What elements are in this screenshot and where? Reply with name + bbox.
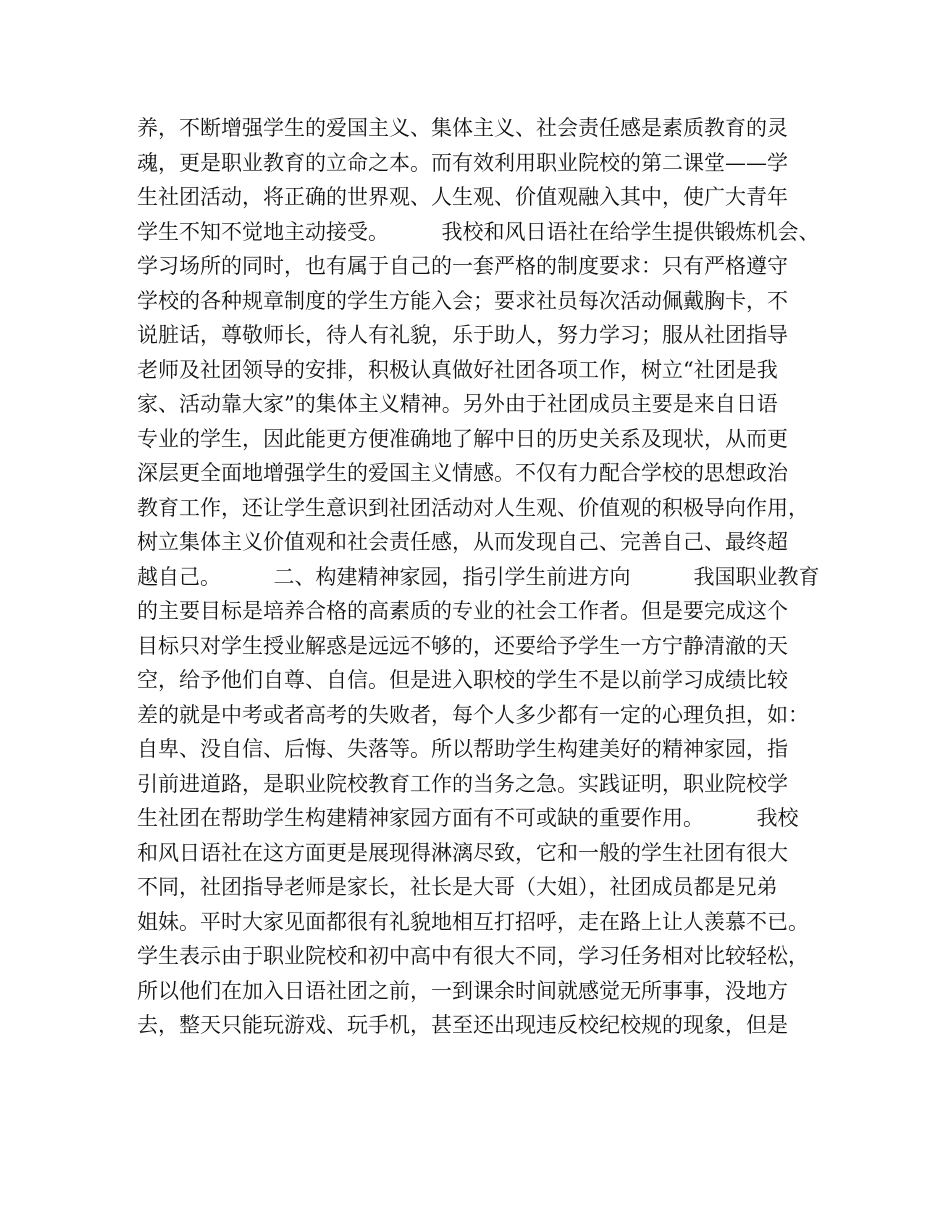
text-line: 家、活动靠大家”的集体主义精神。另外由于社团成员主要是来自日语 — [137, 392, 778, 416]
text-line: 学生不知不觉地主动接受。 我校和风日语社在给学生提供锻炼机会、 — [137, 219, 820, 244]
text-line: 去，整天只能玩游戏、玩手机，甚至还出现违反校纪校规的现象，但是 — [137, 1013, 788, 1037]
text-line: 教育工作，还让学生意识到社团活动对人生观、价值观的积极导向作用， — [137, 495, 809, 520]
text-line: 学校的各种规章制度的学生方能入会；要求社员每次活动佩戴胸卡，不 — [137, 288, 788, 313]
text-line: 的主要目标是培养合格的高素质的专业的社会工作者。但是要完成这个 — [137, 599, 788, 623]
text-line: 生社团活动，将正确的世界观、人生观、价值观融入其中，使广大青年 — [137, 185, 788, 209]
text-line: 空，给予他们自尊、自信。但是进入职校的学生不是以前学习成绩比较 — [137, 668, 788, 692]
text-line: 姐妹。平时大家见面都很有礼貌地相互打招呼，走在路上让人羡慕不已。 — [137, 909, 809, 934]
text-line: 学生表示由于职业院校和初中高中有很大不同，学习任务相对比较轻松， — [137, 944, 809, 968]
text-line: 养，不断增强学生的爱国主义、集体主义、社会责任感是素质教育的灵 — [137, 116, 788, 140]
text-line: 老师及社团领导的安排，积极认真做好社团各项工作，树立“社团是我 — [137, 357, 778, 382]
text-line: 学习场所的同时，也有属于自己的一套严格的制度要求：只有严格遵守 — [137, 254, 788, 278]
text-line: 说脏话，尊敬师长，待人有礼貌，乐于助人，努力学习；服从社团指导 — [137, 323, 788, 347]
text-line: 所以他们在加入日语社团之前，一到课余时间就感觉无所事事，没地方 — [137, 978, 788, 1003]
text-line: 深层更全面地增强学生的爱国主义情感。不仅有力配合学校的思想政治 — [137, 461, 788, 485]
text-line: 和风日语社在这方面更是展现得淋漓尽致，它和一般的学生社团有很大 — [137, 840, 788, 865]
text-line: 目标只对学生授业解惑是远远不够的，还要给予学生一方宁静清澈的天 — [137, 633, 788, 658]
text-line: 引前进道路，是职业院校教育工作的当务之急。实践证明，职业院校学 — [137, 771, 788, 796]
text-line: 不同，社团指导老师是家长，社长是大哥（大姐），社团成员都是兄弟 — [137, 875, 778, 899]
text-line: 差的就是中考或者高考的失败者，每个人多少都有一定的心理负担，如： — [137, 702, 809, 727]
text-line: 专业的学生，因此能更方便准确地了解中日的历史关系及现状，从而更 — [137, 426, 788, 451]
text-line: 生社团在帮助学生构建精神家园方面有不可或缺的重要作用。 我校 — [137, 806, 799, 830]
text-line: 自卑、没自信、后悔、失落等。所以帮助学生构建美好的精神家园，指 — [137, 737, 788, 761]
text-line: 树立集体主义价值观和社会责任感，从而发现自己、完善自己、最终超 — [137, 530, 788, 554]
text-line: 越自己。 二、构建精神家园，指引学生前进方向 我国职业教育 — [137, 564, 820, 589]
text-line: 魂，更是职业教育的立命之本。而有效利用职业院校的第二课堂——学 — [137, 150, 788, 175]
body-text — [137, 111, 827, 1043]
